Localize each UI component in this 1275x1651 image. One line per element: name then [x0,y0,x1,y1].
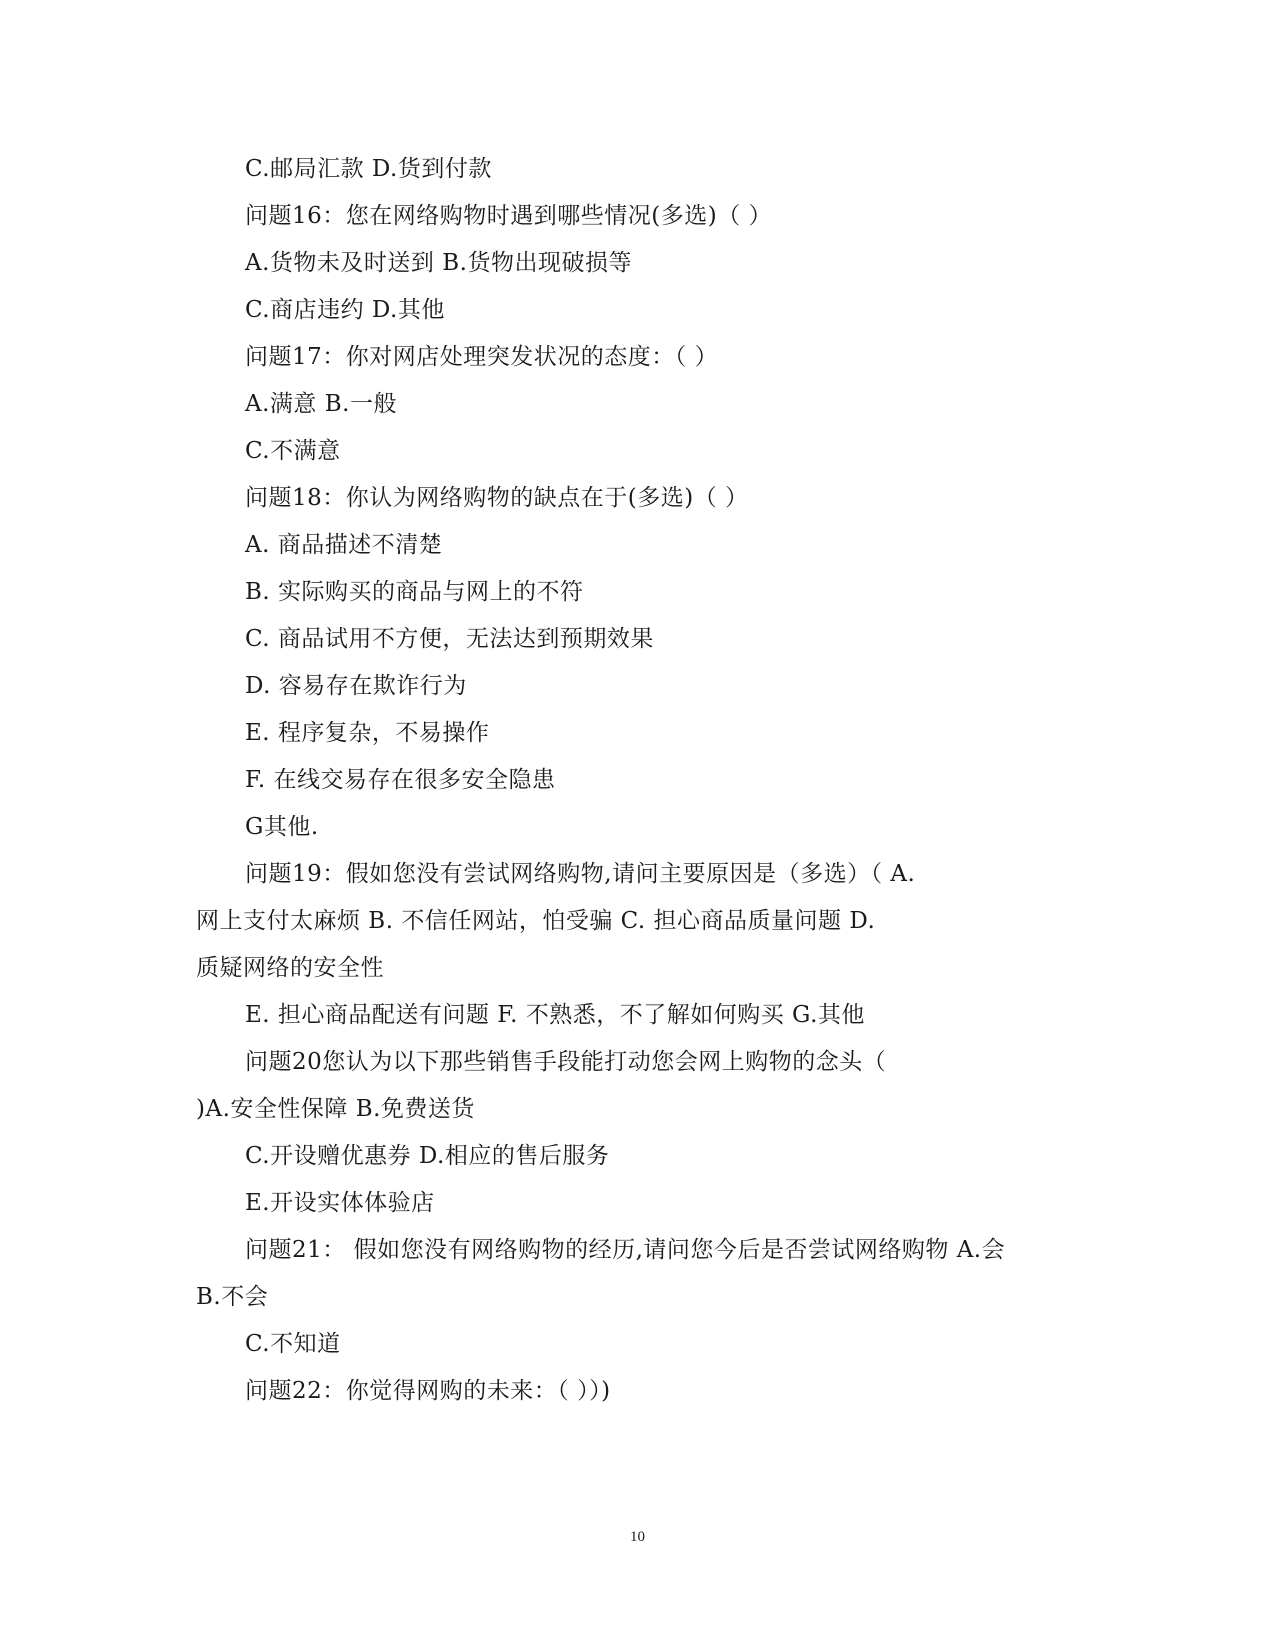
option-line: C.邮局汇款 D.货到付款 [245,156,492,182]
question-22: 问题22：你觉得网购的未来：（ ））) [245,1378,611,1404]
question-21: 问题21： 假如您没有网络购物的经历,请问您今后是否尝试网络购物 A.会 [245,1237,1006,1263]
option-line: A.满意 B.一般 [245,391,397,417]
question-19: 问题19：假如您没有尝试网络购物,请问主要原因是（多选）（ A. [245,861,916,887]
question-16: 问题16：您在网络购物时遇到哪些情况(多选)（ ） [245,203,773,229]
option-line: D. 容易存在欺诈行为 [245,673,467,699]
option-line: F. 在线交易存在很多安全隐患 [245,767,556,793]
question-20-continued: )A.安全性保障 B.免费送货 [196,1096,475,1122]
question-17: 问题17：你对网店处理突发状况的态度：（ ） [245,344,719,370]
question-21-continued: B.不会 [196,1284,269,1310]
page-number: 10 [630,1529,645,1545]
option-line: C.商店违约 D.其他 [245,297,445,323]
option-line: E. 担心商品配送有问题 F. 不熟悉，不了解如何购买 G.其他 [245,1002,865,1028]
option-line: G其他. [245,814,319,840]
option-line: C. 商品试用不方便，无法达到预期效果 [245,626,654,652]
option-line: E.开设实体体验店 [245,1190,435,1216]
option-line: A. 商品描述不清楚 [245,532,443,558]
question-20: 问题20您认为以下那些销售手段能打动您会网上购物的念头（ [245,1049,887,1075]
option-line: C.不知道 [245,1331,341,1357]
question-18: 问题18：你认为网络购物的缺点在于(多选)（ ） [245,485,749,511]
option-line: C.不满意 [245,438,341,464]
option-line: A.货物未及时送到 B.货物出现破损等 [245,250,632,276]
option-line: B. 实际购买的商品与网上的不符 [245,579,584,605]
option-line: E. 程序复杂，不易操作 [245,720,490,746]
option-line: C.开设赠优惠券 D.相应的售后服务 [245,1143,610,1169]
question-19-continued: 网上支付太麻烦 B. 不信任网站，怕受骗 C. 担心商品质量问题 D. [196,908,876,934]
question-19-continued: 质疑网络的安全性 [196,955,384,981]
